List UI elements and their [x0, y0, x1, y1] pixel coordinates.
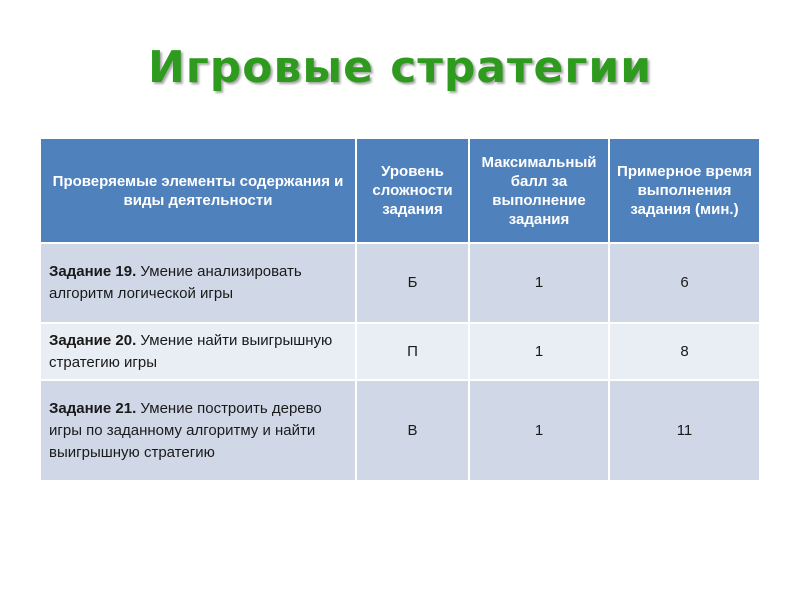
tasks-table: [41, 139, 759, 482]
max-score-cell: 1: [469, 243, 609, 323]
slide-title: Игровые стратегии: [147, 42, 653, 93]
level-cell: П: [356, 323, 469, 380]
task-cell: [41, 323, 356, 380]
level-cell: Б: [356, 243, 469, 323]
max-score-cell: 1: [469, 323, 609, 380]
time-cell: 11: [609, 380, 759, 481]
table-row: [41, 243, 759, 323]
table-header-row: [41, 139, 759, 243]
header-elements: Проверяемые элементы содержания и виды деятельности: [41, 139, 356, 243]
time-cell: 8: [609, 323, 759, 380]
task-label: Задание 20.: [49, 331, 137, 349]
header-max-score: Максимальный балл за выполнение задания: [469, 139, 609, 243]
task-text: Умение построить дерево игры по заданному алгоритму и найти выигрышную стратегию: [49, 399, 322, 461]
table-row: [41, 380, 759, 481]
task-label: Задание 21.: [49, 399, 137, 417]
task-cell: [41, 380, 356, 481]
table-row: [41, 323, 759, 380]
level-cell: В: [356, 380, 469, 481]
max-score-cell: 1: [469, 380, 609, 481]
task-text: Умение найти выигрышную стратегию игры: [49, 331, 333, 371]
header-time: Примерное время выполнения задания (мин.): [609, 139, 759, 243]
time-cell: 6: [609, 243, 759, 323]
task-text: Умение анализировать алгоритм логической игры: [49, 263, 302, 302]
task-label: Задание 19.: [49, 263, 137, 280]
header-level: Уровень сложности задания: [356, 139, 469, 243]
task-cell: [41, 243, 356, 323]
